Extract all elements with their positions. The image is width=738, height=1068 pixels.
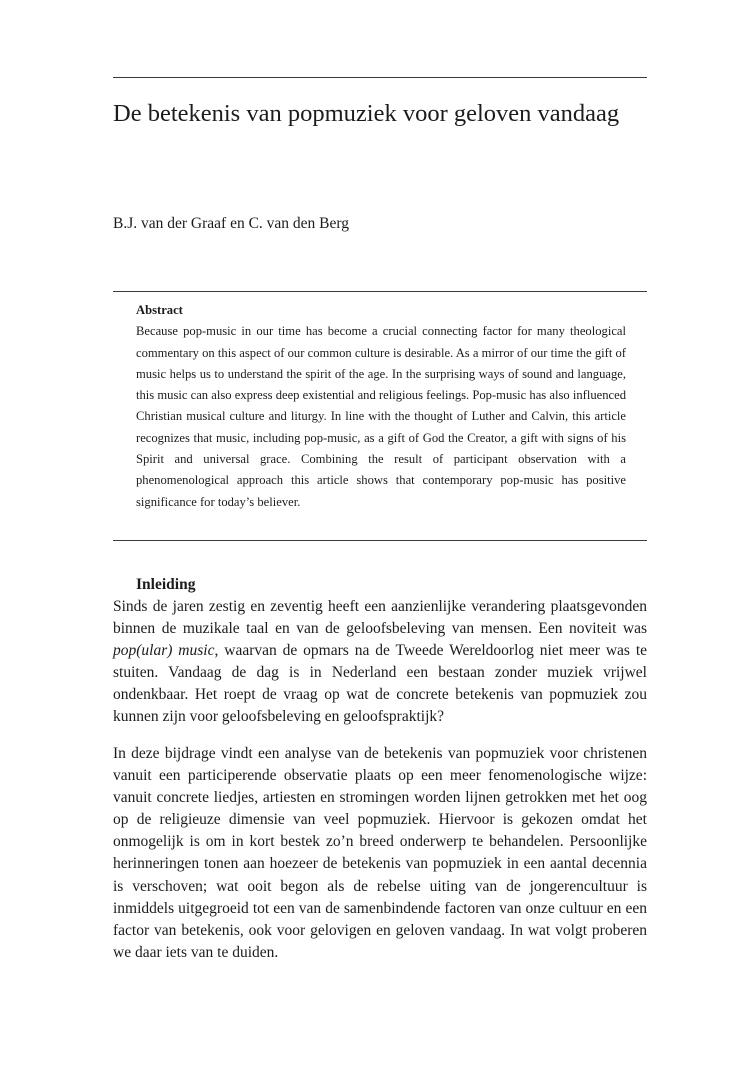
- abstract-bottom-rule: [113, 540, 647, 541]
- abstract-top-rule: [113, 291, 647, 292]
- top-rule: [113, 77, 647, 78]
- body-paragraph-1: [113, 596, 647, 729]
- abstract-text: Because pop-music in our time has become a crucial connecting factor for many theological commentary on this aspect of our common culture is desirable. As a mirror of our time the gift of music helps us to understand the spirit of the age. In the surprising ways of sound and language, this music can also express deep existential and religious feelings. Pop-music has also influenced Christian musical culture and liturgy. In line with the thought of Luther and Calvin, this article recognizes that music, including pop-music, as a gift of God the Creator, a gift with signs of his Spirit and universal grace. Combining the result of participant observation with a phenomenological approach this article shows that contemporary pop-music has positive significance for today’s believer.: [136, 324, 626, 509]
- abstract-block: [136, 300, 626, 513]
- section-heading: Inleiding: [136, 576, 196, 593]
- paragraph-1-text-end: , waarvan de opmars na de Tweede Wereldoorlog niet meer was te stuiten. Vandaag de dag is in Nederland een bestaan zonder muziek vrijwel ondenkbaar. Het roept de vraag op wat de concrete betekenis van popmuziek zou kunnen zijn voor geloofsbeleving en geloofspraktijk?: [113, 642, 648, 726]
- article-authors: B.J. van der Graaf en C. van den Berg: [113, 215, 350, 232]
- paragraph-1-text-start: Sinds de jaren zestig en zeventig heeft een aanzienlijke verandering plaatsgevonden binnen de muzikale taal en van de geloofsbeleving van mensen. Een noviteit was: [113, 598, 647, 638]
- abstract-heading: Abstract: [136, 303, 183, 317]
- body-paragraph-2: In deze bijdrage vindt een analyse van de betekenis van popmuziek voor christenen vanuit een participerende observatie plaats op een meer fenomenologische wijze: vanuit concrete liedjes, artiesten en stromingen worden lijnen getrokken met het oog op de religieuze dimensie van veel popmuziek. Hiervoor is gekozen omdat het onmogelijk is om in kort bestek zo’n breed onderwerp te behandelen. Persoonlijke herinneringen tonen aan hoezeer de betekenis van popmuziek in een aantal decennia is verschoven; wat ooit begon als de rebelse uiting van de jongerencultuur is inmiddels uitgegroeid tot een van de samenbindende factoren van onze cultuur en een factor van betekenis, ook voor gelovigen en geloven vandaag. In wat volgt proberen we daar iets van te duiden.: [113, 745, 647, 961]
- article-title: De betekenis van popmuziek voor geloven vandaag: [113, 100, 620, 127]
- paragraph-1-emphasis: pop(ular) music: [113, 642, 215, 660]
